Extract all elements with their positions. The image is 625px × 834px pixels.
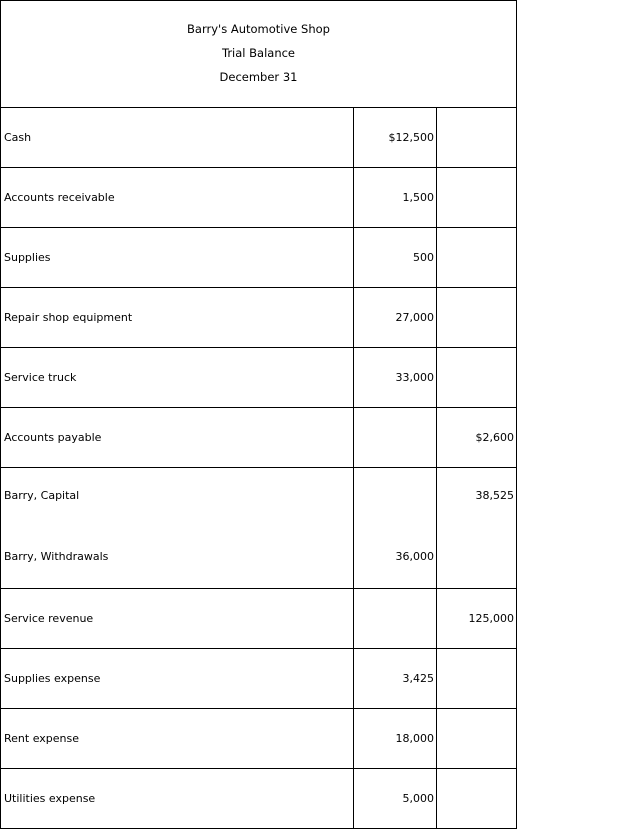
debit-amount — [354, 589, 437, 649]
table-row — [1, 228, 517, 288]
account-name: Accounts payable — [1, 408, 354, 468]
table-row — [1, 709, 517, 769]
debit-amount: $12,500 — [354, 108, 437, 168]
report-date: December 31 — [219, 70, 298, 84]
credit-amount: $2,600 — [437, 408, 517, 468]
credit-amount: 38,525 — [475, 489, 515, 502]
account-name: Rent expense — [1, 709, 354, 769]
debit-amount: 3,425 — [354, 649, 437, 709]
account-name: Supplies expense — [1, 649, 354, 709]
credit-amount — [437, 649, 517, 709]
credit-amount — [437, 108, 517, 168]
account-name-cell — [1, 468, 354, 589]
credit-amount — [437, 228, 517, 288]
report-title: Trial Balance — [221, 46, 296, 60]
account-name: Barry, Capital — [4, 489, 80, 502]
credit-amount: 125,000 — [437, 589, 517, 649]
table-row — [1, 288, 517, 348]
credit-amount — [437, 709, 517, 769]
report-header — [1, 1, 517, 108]
table-row — [1, 649, 517, 709]
table-row — [1, 348, 517, 408]
header-row — [1, 1, 517, 108]
debit-amount: 27,000 — [354, 288, 437, 348]
debit-amount: 5,000 — [354, 769, 437, 829]
account-name: Accounts receivable — [1, 168, 354, 228]
account-name: Utilities expense — [1, 769, 354, 829]
debit-amount: 500 — [354, 228, 437, 288]
debit-amount: 36,000 — [395, 550, 434, 563]
credit-amount — [437, 288, 517, 348]
debit-amount — [354, 408, 437, 468]
table-row — [1, 108, 517, 168]
debit-amount: 33,000 — [354, 348, 437, 408]
credit-amount — [437, 348, 517, 408]
company-name: Barry's Automotive Shop — [187, 22, 330, 36]
debit-amount-cell — [354, 468, 437, 589]
table-row-merged — [1, 468, 517, 589]
account-name: Supplies — [1, 228, 354, 288]
credit-amount — [437, 168, 517, 228]
account-name: Barry, Withdrawals — [4, 550, 109, 563]
table-row — [1, 408, 517, 468]
debit-amount: 1,500 — [354, 168, 437, 228]
table-row — [1, 769, 517, 829]
account-name: Service revenue — [1, 589, 354, 649]
credit-amount — [437, 769, 517, 829]
account-name: Repair shop equipment — [1, 288, 354, 348]
table-row — [1, 589, 517, 649]
account-name: Service truck — [1, 348, 354, 408]
credit-amount-cell — [437, 468, 517, 589]
account-name: Cash — [1, 108, 354, 168]
debit-amount: 18,000 — [354, 709, 437, 769]
table-row — [1, 168, 517, 228]
